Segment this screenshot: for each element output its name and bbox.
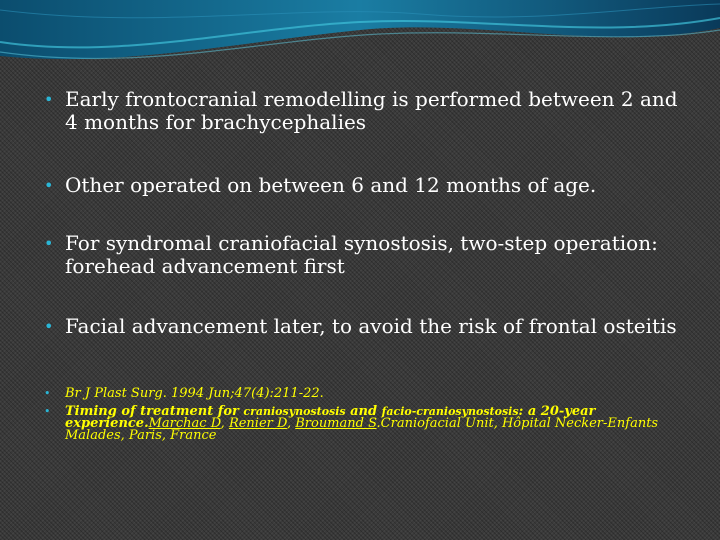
reference-affiliation: .Craniofacial Unit, Hôpital Necker-Enfants Malades, Paris, France [65,416,659,443]
author-separator: , [220,416,229,431]
author-separator: , [286,416,296,431]
header-wave-decoration [0,0,720,80]
reference-title-part: Timing of treatment for [65,404,244,419]
bullet-text: Other operated on between 6 and 12 months of age. [65,173,597,197]
bullet-text: For syndromal craniofacial synostosis, two-step operation: forehead advancement first [65,231,658,278]
bullet-marker: • [44,317,54,336]
bullet-item [44,232,694,278]
bullet-marker: • [44,234,54,253]
reference-title-term: craniosynostosis [243,405,346,418]
bullet-marker: • [44,387,51,400]
reference-citation [44,388,694,400]
reference-title-term: facio-craniosynostosis [381,405,519,418]
reference-entry [44,406,694,442]
author-link-broumand[interactable]: Broumand S [295,416,377,431]
author-link-renier[interactable]: Renier D [228,416,287,431]
bullet-text: Early frontocranial remodelling is performed between 2 and 4 months for brachycephalies [65,87,678,134]
bullet-item [44,315,694,338]
author-link-marchac[interactable]: Marchac D [148,416,221,431]
bullet-marker: • [44,90,54,109]
citation-text: Br J Plast Surg. 1994 Jun;47(4):211-22. [65,386,324,401]
bullet-item [44,88,694,134]
bullet-text: Facial advancement later, to avoid the risk of frontal osteitis [65,314,677,338]
slide-content [44,88,694,442]
bullet-marker: • [44,176,54,195]
bullet-item [44,174,694,197]
reference-title-part: and [345,404,382,419]
reference-title-part: : a 20-year experience. [65,404,596,431]
bullet-marker: • [44,405,51,418]
